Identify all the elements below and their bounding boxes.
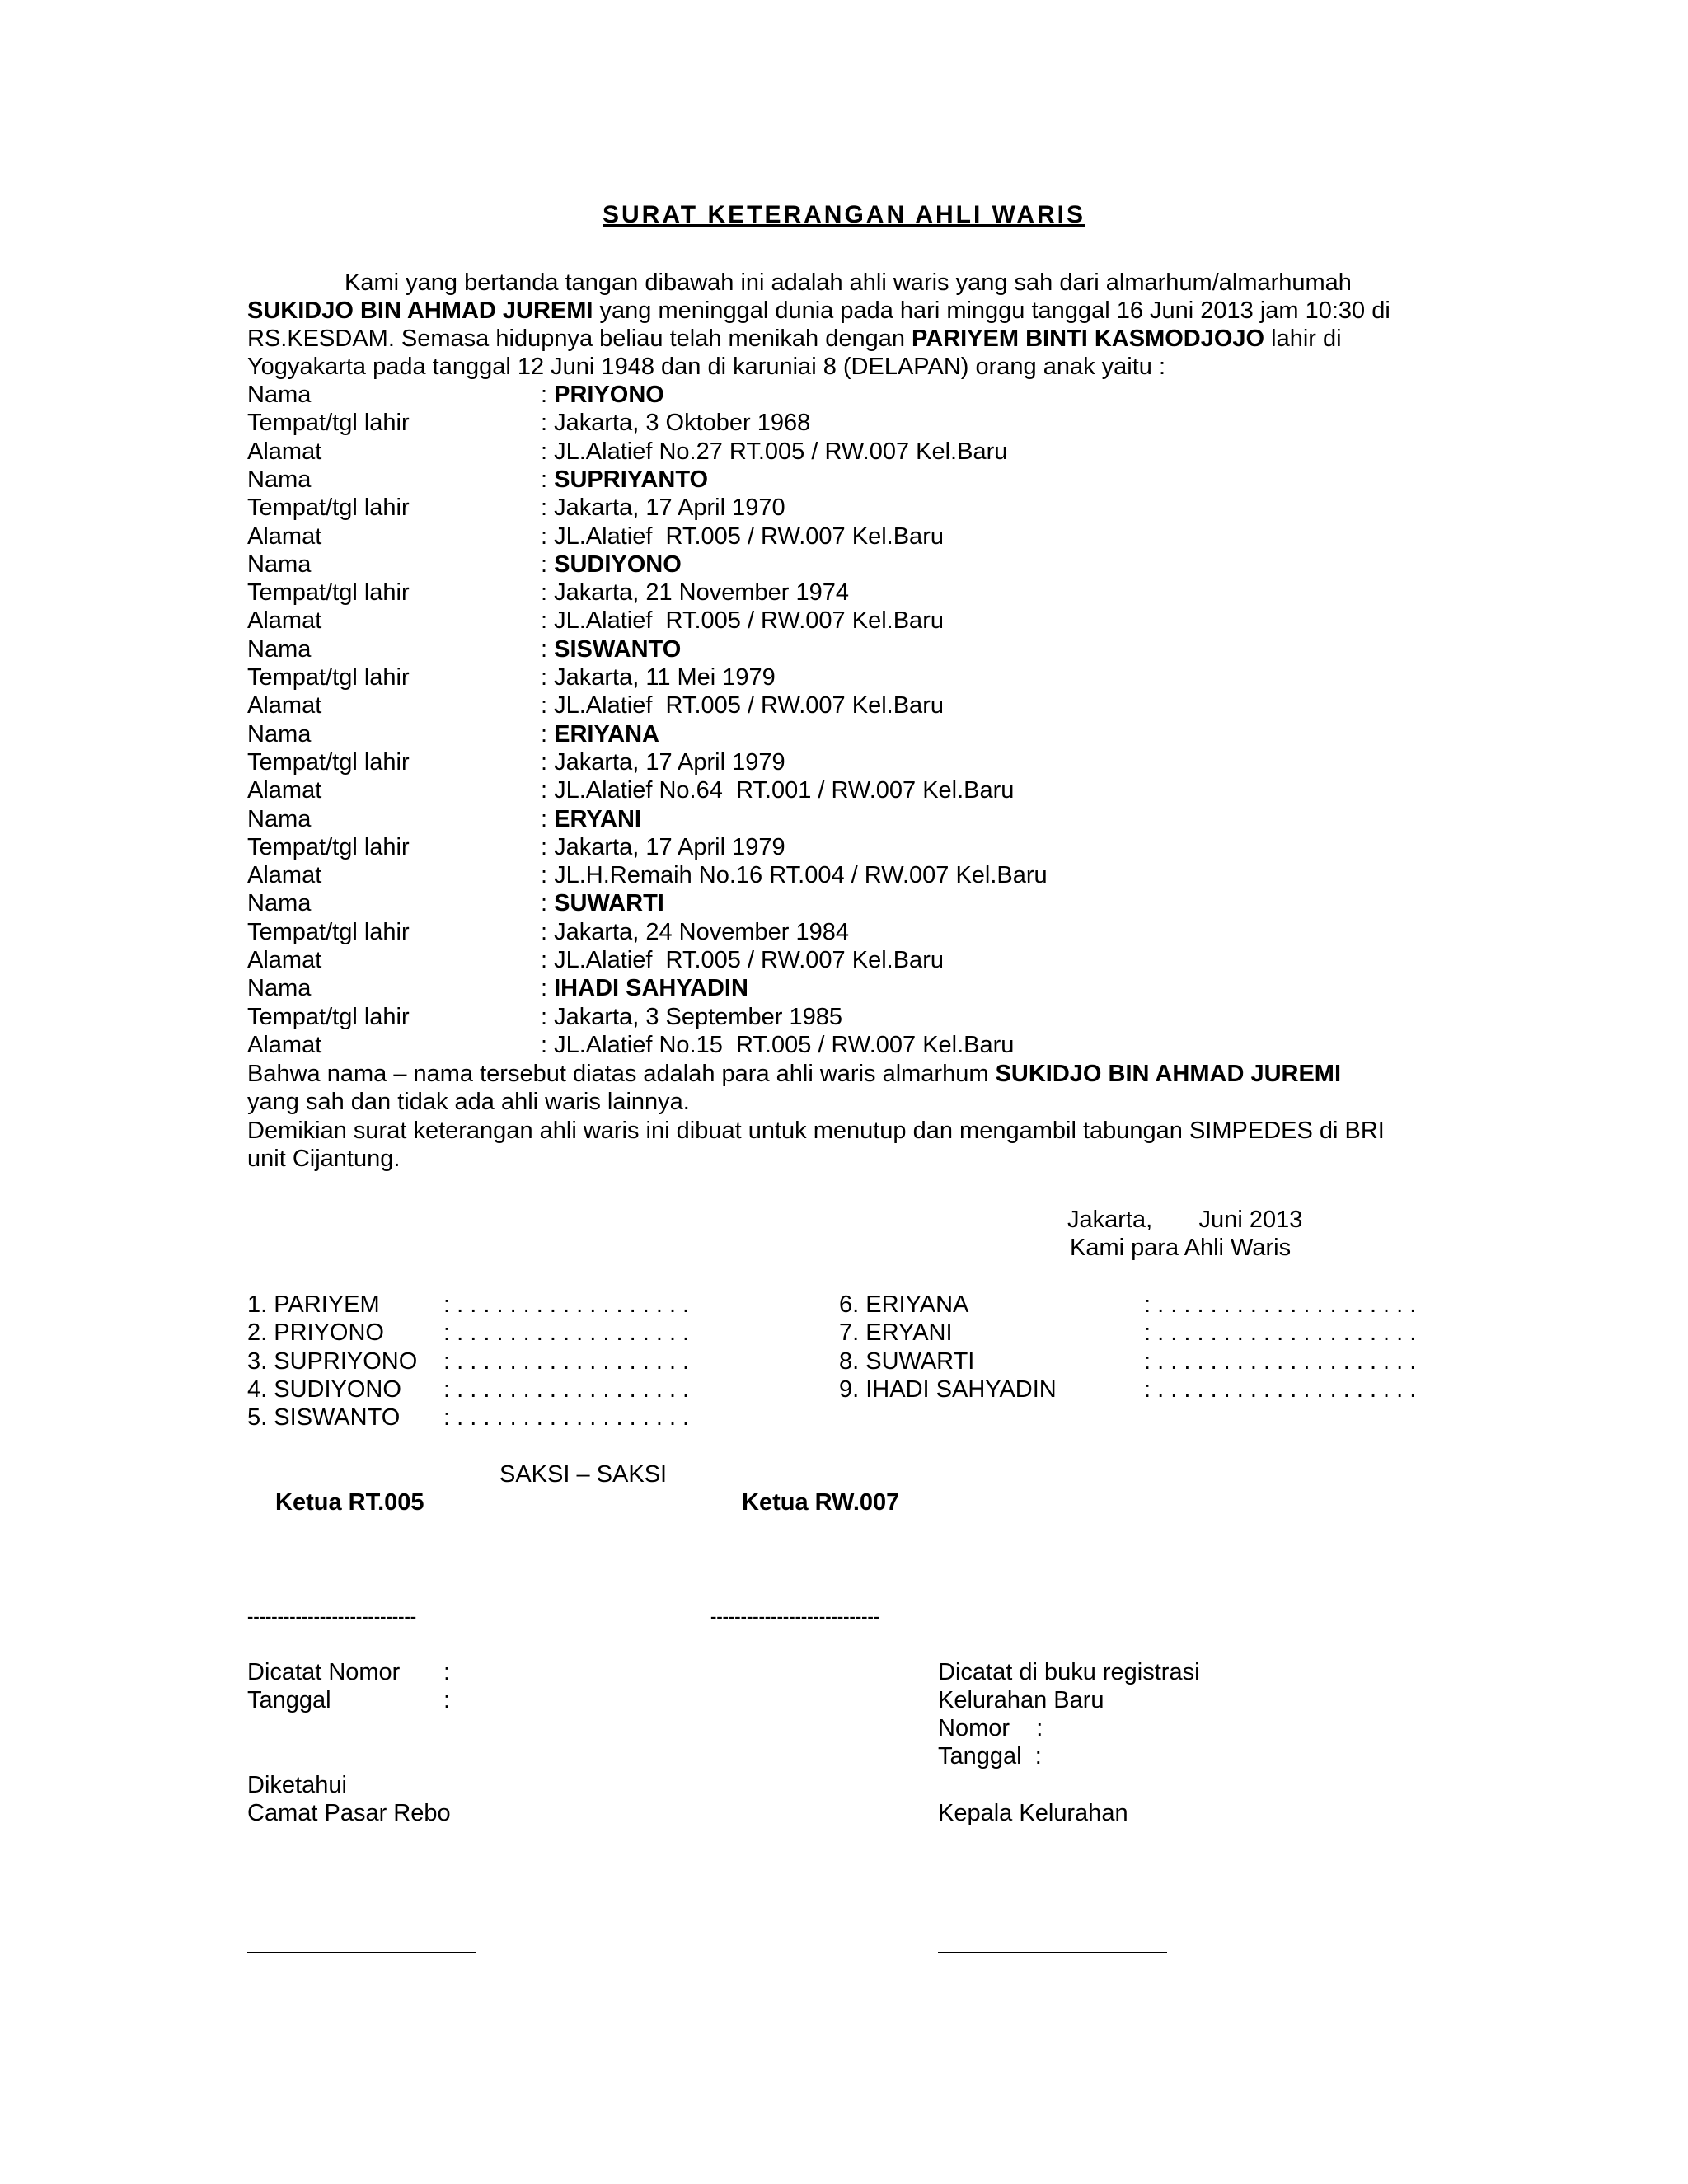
child-alamat-value: : JL.Alatief No.27 RT.005 / RW.007 Kel.Baru xyxy=(541,438,1008,465)
child-ttl-value: : Jakarta, 24 November 1984 xyxy=(541,919,849,945)
registrasi-line-1: Dicatat di buku registrasi xyxy=(938,1659,1200,1685)
child-nama: ERYANI xyxy=(554,806,641,832)
child-ttl-value: : Jakarta, 21 November 1974 xyxy=(541,579,849,606)
child-alamat-label: Alamat xyxy=(247,947,322,973)
dicatat-nomor-label: Dicatat Nomor xyxy=(247,1659,401,1685)
closing-line-3: Demikian surat keterangan ahli waris ini dibuat untuk menutup dan mengambil tabungan SIMPEDES di BRI xyxy=(247,1118,1385,1144)
child-alamat-label: Alamat xyxy=(247,607,322,634)
signature-dots: : . . . . . . . . . . . . . . . . . . xyxy=(443,1319,690,1346)
child-ttl: Jakarta, 17 April 1979 xyxy=(554,834,785,860)
child-nama-label: Nama xyxy=(247,636,312,663)
child-alamat: JL.Alatief RT.005 / RW.007 Kel.Baru xyxy=(554,947,944,973)
closing-deceased-name: SUKIDJO BIN AHMAD JUREMI xyxy=(995,1061,1342,1087)
child-ttl-label: Tempat/tgl lahir xyxy=(247,579,410,606)
closing-line-1: Bahwa nama – nama tersebut diatas adalah para ahli waris almarhum SUKIDJO BIN AHMAD JUREMI xyxy=(247,1061,1342,1087)
child-alamat: JL.Alatief RT.005 / RW.007 Kel.Baru xyxy=(554,692,944,719)
intro-line-1: Kami yang bertanda tangan dibawah ini adalah ahli waris yang sah dari almarhum/almarhumah xyxy=(345,269,1352,296)
child-ttl-value: : Jakarta, 11 Mei 1979 xyxy=(541,664,776,691)
child-alamat: JL.Alatief No.15 RT.005 / RW.007 Kel.Baru xyxy=(554,1032,1015,1058)
kepala-kelurahan-label: Kepala Kelurahan xyxy=(938,1800,1128,1826)
child-alamat-value: : JL.Alatief RT.005 / RW.007 Kel.Baru xyxy=(541,607,944,634)
child-ttl-value: : Jakarta, 17 April 1970 xyxy=(541,494,785,521)
child-nama: SUDIYONO xyxy=(554,551,682,578)
child-nama-label: Nama xyxy=(247,382,312,408)
signer-name: 8. SUWARTI xyxy=(839,1348,975,1375)
child-nama-value: : PRIYONO xyxy=(541,382,664,408)
document-title: SURAT KETERANGAN AHLI WARIS xyxy=(603,201,1085,228)
child-nama: IHADI SAHYADIN xyxy=(554,975,748,1001)
child-nama-value: : ERIYANA xyxy=(541,721,659,748)
child-ttl-value: : Jakarta, 17 April 1979 xyxy=(541,749,785,776)
tanggal-label: Tanggal xyxy=(247,1687,331,1713)
child-nama-value: : ERYANI xyxy=(541,806,641,832)
child-alamat-label: Alamat xyxy=(247,1032,322,1058)
child-ttl-label: Tempat/tgl lahir xyxy=(247,1004,410,1030)
signature-dots: : . . . . . . . . . . . . . . . . . . . . xyxy=(1144,1291,1417,1318)
child-nama-label: Nama xyxy=(247,466,312,493)
child-ttl-label: Tempat/tgl lahir xyxy=(247,749,410,776)
signature-dots: : . . . . . . . . . . . . . . . . . . xyxy=(443,1376,690,1403)
child-ttl-value: : Jakarta, 17 April 1979 xyxy=(541,834,785,860)
child-nama: SUPRIYANTO xyxy=(554,466,709,493)
child-alamat-label: Alamat xyxy=(247,438,322,465)
spouse-name: PARIYEM BINTI KASMODJOJO xyxy=(912,326,1265,352)
child-ttl: Jakarta, 24 November 1984 xyxy=(554,919,849,945)
child-nama-label: Nama xyxy=(247,806,312,832)
child-ttl-value: : Jakarta, 3 Oktober 1968 xyxy=(541,410,811,436)
child-ttl-label: Tempat/tgl lahir xyxy=(247,834,410,860)
dicatat-nomor-colon: : xyxy=(443,1659,451,1685)
intro-line-3: RS.KESDAM. Semasa hidupnya beliau telah menikah dengan PARIYEM BINTI KASMODJOJO lahir di xyxy=(247,326,1342,352)
rw-signature-line: ---------------------------- xyxy=(710,1606,880,1627)
deceased-name: SUKIDJO BIN AHMAD JUREMI xyxy=(247,298,593,324)
child-ttl-value: : Jakarta, 3 September 1985 xyxy=(541,1004,842,1030)
child-nama-value: : SUPRIYANTO xyxy=(541,466,709,493)
kepala-signature-line xyxy=(938,1952,1167,1953)
saksi-heading: SAKSI – SAKSI xyxy=(499,1461,668,1488)
camat-signature-line xyxy=(247,1952,476,1953)
signer-name: 2. PRIYONO xyxy=(247,1319,384,1346)
child-alamat-label: Alamat xyxy=(247,862,322,888)
rt-signature-line: ---------------------------- xyxy=(247,1606,417,1627)
child-nama-value: : SUDIYONO xyxy=(541,551,682,578)
child-nama: SISWANTO xyxy=(554,636,682,663)
registrasi-line-2: Kelurahan Baru xyxy=(938,1687,1104,1713)
child-ttl-label: Tempat/tgl lahir xyxy=(247,664,410,691)
signature-dots: : . . . . . . . . . . . . . . . . . . . . xyxy=(1144,1319,1417,1346)
signature-dots: : . . . . . . . . . . . . . . . . . . . . xyxy=(1144,1348,1417,1375)
child-ttl: Jakarta, 17 April 1970 xyxy=(554,494,785,521)
child-ttl-label: Tempat/tgl lahir xyxy=(247,494,410,521)
place-date: Jakarta, Juni 2013 xyxy=(1067,1207,1303,1233)
child-alamat: JL.H.Remaih No.16 RT.004 / RW.007 Kel.Baru xyxy=(554,862,1048,888)
camat-label: Camat Pasar Rebo xyxy=(247,1800,451,1826)
signature-dots: : . . . . . . . . . . . . . . . . . . . . xyxy=(1144,1376,1417,1403)
child-ttl-label: Tempat/tgl lahir xyxy=(247,410,410,436)
child-alamat: JL.Alatief RT.005 / RW.007 Kel.Baru xyxy=(554,607,944,634)
child-nama-label: Nama xyxy=(247,975,312,1001)
child-nama-value: : SISWANTO xyxy=(541,636,682,663)
ketua-rw-label: Ketua RW.007 xyxy=(742,1489,900,1516)
child-alamat-value: : JL.Alatief RT.005 / RW.007 Kel.Baru xyxy=(541,692,944,719)
child-alamat-value: : JL.Alatief No.64 RT.001 / RW.007 Kel.Baru xyxy=(541,777,1015,804)
ketua-rt-label: Ketua RT.005 xyxy=(275,1489,424,1516)
child-ttl: Jakarta, 21 November 1974 xyxy=(554,579,849,606)
signature-dots: : . . . . . . . . . . . . . . . . . . xyxy=(443,1348,690,1375)
child-nama: ERIYANA xyxy=(554,721,659,748)
child-alamat-label: Alamat xyxy=(247,692,322,719)
signature-dots: : . . . . . . . . . . . . . . . . . . xyxy=(443,1291,690,1318)
signature-dots: : . . . . . . . . . . . . . . . . . . xyxy=(443,1404,690,1431)
child-nama: SUWARTI xyxy=(554,890,664,916)
child-alamat-value: : JL.Alatief RT.005 / RW.007 Kel.Baru xyxy=(541,947,944,973)
child-nama-label: Nama xyxy=(247,890,312,916)
registrasi-tanggal: Tanggal : xyxy=(938,1743,1042,1769)
child-ttl: Jakarta, 3 September 1985 xyxy=(554,1004,842,1030)
child-nama-label: Nama xyxy=(247,551,312,578)
diketahui-label: Diketahui xyxy=(247,1772,347,1798)
child-alamat: JL.Alatief No.27 RT.005 / RW.007 Kel.Baru xyxy=(554,438,1008,465)
intro-line-4: Yogyakarta pada tanggal 12 Juni 1948 dan di karuniai 8 (DELAPAN) orang anak yaitu : xyxy=(247,354,1166,380)
registrasi-nomor: Nomor : xyxy=(938,1715,1043,1741)
child-nama-value: : SUWARTI xyxy=(541,890,664,916)
signers-heading: Kami para Ahli Waris xyxy=(1070,1235,1292,1261)
child-alamat-value: : JL.Alatief No.15 RT.005 / RW.007 Kel.Baru xyxy=(541,1032,1015,1058)
intro-line-2: SUKIDJO BIN AHMAD JUREMI yang meninggal dunia pada hari minggu tanggal 16 Juni 2013 jam 10:30 di xyxy=(247,298,1390,324)
child-nama: PRIYONO xyxy=(554,382,664,408)
child-alamat-value: : JL.Alatief RT.005 / RW.007 Kel.Baru xyxy=(541,523,944,550)
child-alamat-label: Alamat xyxy=(247,523,322,550)
child-alamat-value: : JL.H.Remaih No.16 RT.004 / RW.007 Kel.Baru xyxy=(541,862,1048,888)
child-ttl: Jakarta, 11 Mei 1979 xyxy=(554,664,776,691)
child-ttl: Jakarta, 17 April 1979 xyxy=(554,749,785,776)
child-alamat: JL.Alatief RT.005 / RW.007 Kel.Baru xyxy=(554,523,944,550)
signer-name: 4. SUDIYONO xyxy=(247,1376,401,1403)
child-ttl: Jakarta, 3 Oktober 1968 xyxy=(554,410,811,436)
child-alamat: JL.Alatief No.64 RT.001 / RW.007 Kel.Baru xyxy=(554,777,1015,804)
signer-name: 1. PARIYEM xyxy=(247,1291,380,1318)
child-ttl-label: Tempat/tgl lahir xyxy=(247,919,410,945)
signer-name: 3. SUPRIYONO xyxy=(247,1348,418,1375)
tanggal-colon: : xyxy=(443,1687,451,1713)
child-nama-label: Nama xyxy=(247,721,312,748)
signer-name: 7. ERYANI xyxy=(839,1319,953,1346)
signer-name: 6. ERIYANA xyxy=(839,1291,969,1318)
closing-line-2: yang sah dan tidak ada ahli waris lainnya. xyxy=(247,1089,690,1115)
closing-line-4: unit Cijantung. xyxy=(247,1146,401,1172)
signer-name: 9. IHADI SAHYADIN xyxy=(839,1376,1057,1403)
child-alamat-label: Alamat xyxy=(247,777,322,804)
signer-name: 5. SISWANTO xyxy=(247,1404,401,1431)
child-nama-value: : IHADI SAHYADIN xyxy=(541,975,748,1001)
